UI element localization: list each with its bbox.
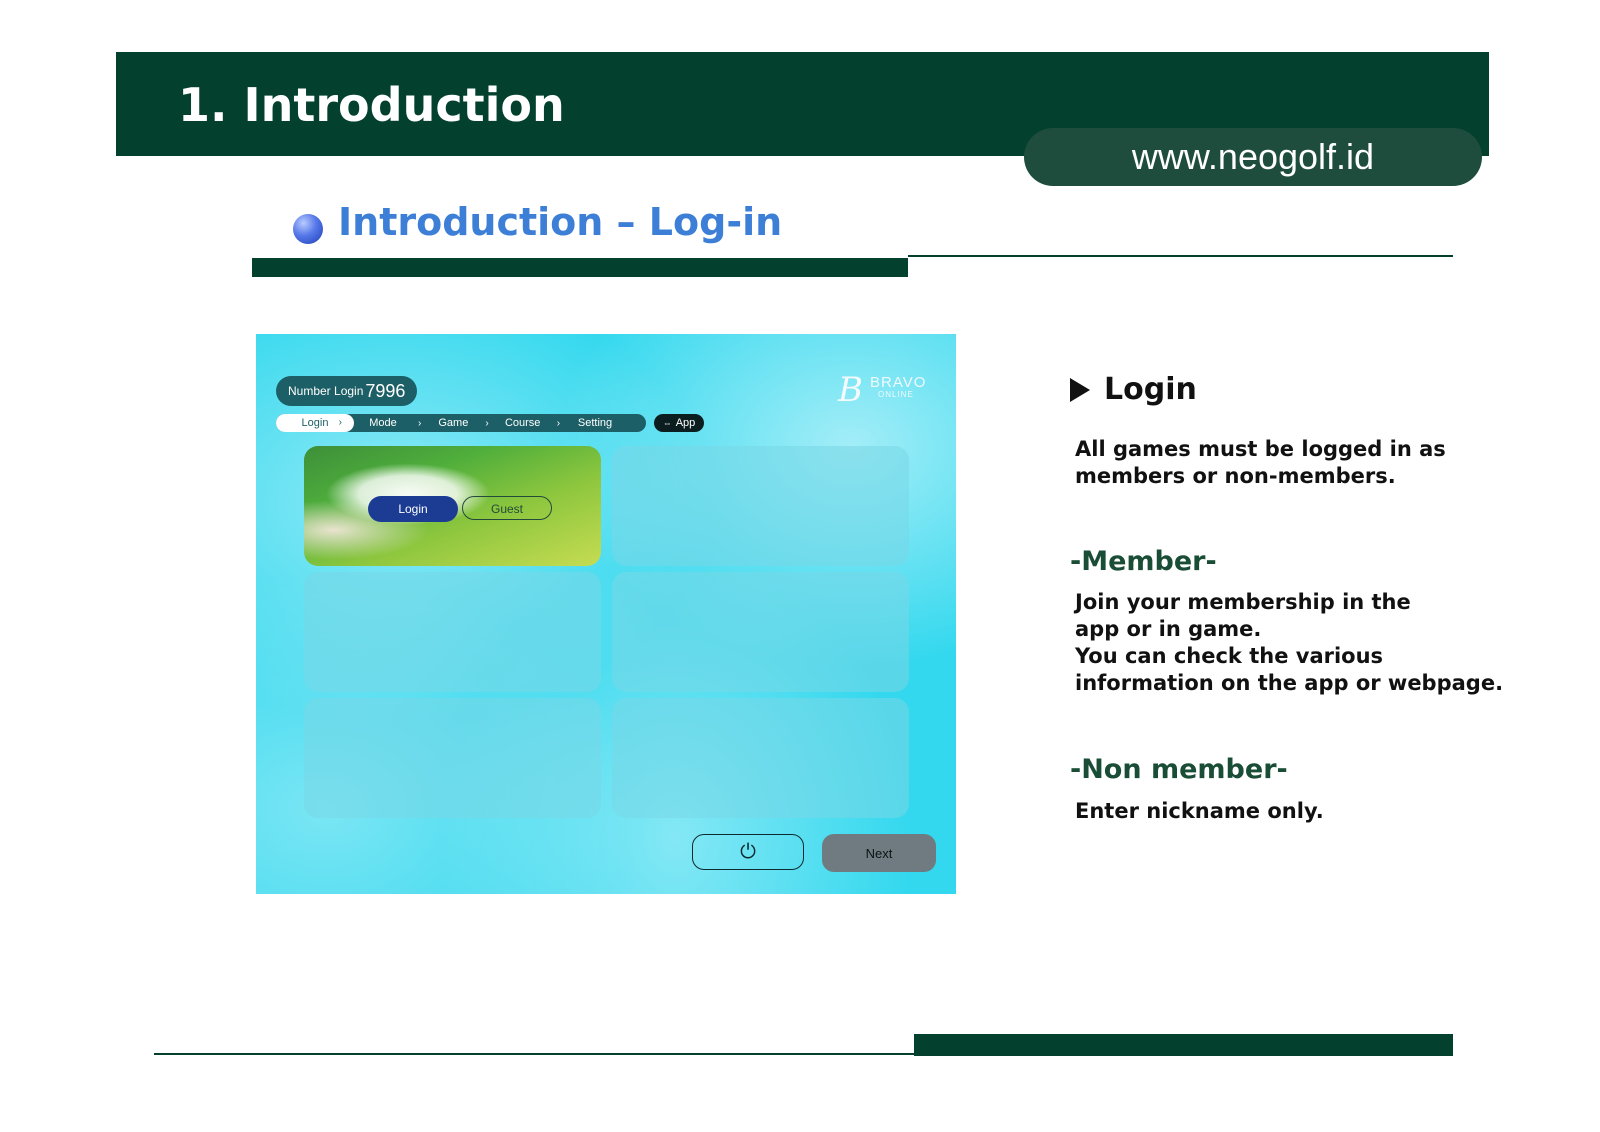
step-login-label: Login <box>301 417 329 429</box>
section-title: Introduction – Log-in <box>338 200 783 244</box>
power-icon: ⏻ <box>740 840 756 863</box>
bullet-icon <box>293 214 323 244</box>
guest-button[interactable]: Guest <box>462 496 552 520</box>
step-setting[interactable] <box>566 414 624 432</box>
step-course-label: Course <box>504 417 541 429</box>
member-line: information on the app or webpage. <box>1075 671 1504 695</box>
intro-line: members or non-members. <box>1075 464 1396 488</box>
triangle-bullet-icon <box>1070 378 1090 402</box>
member-line: app or in game. <box>1075 617 1262 641</box>
empty-tile <box>304 572 601 692</box>
step-mode[interactable] <box>354 414 412 432</box>
number-login-value: 7996 <box>365 380 406 401</box>
app-chip[interactable] <box>654 414 704 432</box>
member-line: Join your membership in the <box>1075 590 1411 614</box>
step-setting-label: Setting <box>577 417 613 429</box>
bravo-b-icon: B <box>838 370 863 410</box>
login-heading-text: Login <box>1104 372 1197 407</box>
app-link-icon: ⇔ <box>662 418 672 428</box>
page-title: 1. Introduction <box>178 78 565 132</box>
website-url: www.neogolf.id <box>1024 128 1482 186</box>
next-button[interactable]: Next <box>822 834 936 872</box>
nonmember-text <box>1075 798 1324 825</box>
step-progress <box>276 414 646 432</box>
bravo-logo-text: BRAVO <box>870 374 927 391</box>
member-line: You can check the various <box>1075 644 1384 668</box>
empty-tile <box>612 698 909 818</box>
member-heading: -Member- <box>1070 546 1217 577</box>
step-course[interactable] <box>495 414 551 432</box>
login-tile <box>304 446 601 566</box>
step-game[interactable] <box>427 414 479 432</box>
number-login-badge <box>276 376 417 406</box>
login-button[interactable]: Login <box>368 496 458 522</box>
bravo-logo-sub: ONLINE <box>878 390 914 399</box>
empty-tile <box>304 698 601 818</box>
game-login-screenshot <box>256 334 956 894</box>
login-heading <box>1070 372 1197 407</box>
app-chip-label: App <box>675 417 696 429</box>
footer-divider-thin <box>154 1053 914 1055</box>
member-text <box>1075 589 1503 697</box>
section-divider-thin <box>908 255 1453 257</box>
nonmember-heading: -Non member- <box>1070 754 1288 785</box>
chevron-right-icon: › <box>485 417 489 429</box>
chevron-right-icon: › <box>338 417 342 428</box>
step-mode-label: Mode <box>369 417 397 429</box>
intro-line: All games must be logged in as <box>1075 437 1446 461</box>
footer-divider-thick <box>914 1034 1453 1056</box>
nonmember-line: Enter nickname only. <box>1075 799 1324 823</box>
chevron-right-icon: › <box>418 417 422 429</box>
number-login-label: Number Login <box>288 384 364 398</box>
power-button[interactable] <box>692 834 804 870</box>
empty-tile <box>612 572 909 692</box>
intro-text <box>1075 436 1446 490</box>
bravo-logo <box>838 370 938 410</box>
step-login[interactable] <box>276 414 354 432</box>
section-divider-thick <box>252 258 908 277</box>
empty-tile <box>612 446 909 566</box>
chevron-right-icon: › <box>556 417 561 429</box>
step-game-label: Game <box>438 417 469 429</box>
